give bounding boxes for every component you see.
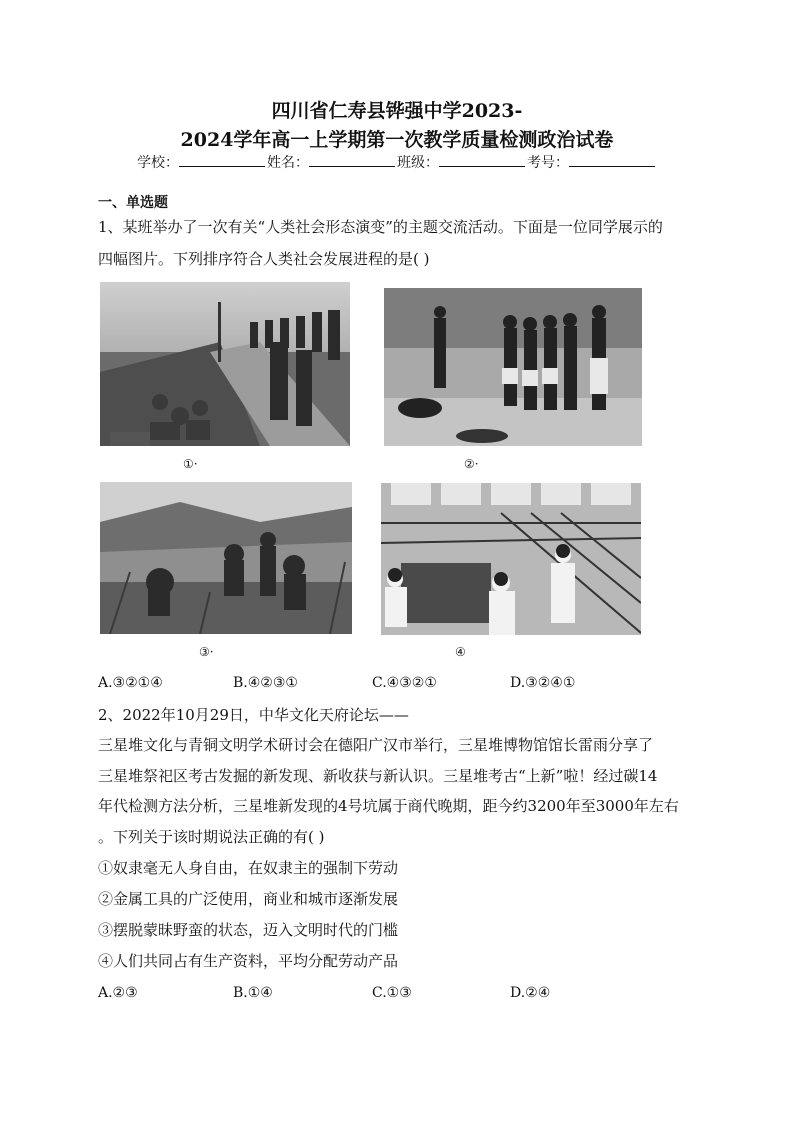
school-blank[interactable]	[179, 152, 265, 167]
q2-option-b[interactable]: B.①④	[233, 985, 273, 1001]
section-title: 一、单选题	[98, 195, 168, 211]
name-blank[interactable]	[309, 152, 395, 167]
q2-statement-4: ④人们共同占有生产资料，平均分配劳动产品	[98, 952, 399, 970]
photo-4-caption: ④	[455, 645, 466, 659]
photo-3-caption: ③·	[199, 645, 214, 659]
photo-2-caption: ②·	[464, 457, 479, 471]
q2-option-d[interactable]: D.②④	[510, 985, 551, 1001]
school-label: 学校：	[137, 155, 179, 171]
q2-stem-line-5: 。下列关于该时期说法正确的有( )	[98, 828, 325, 846]
q2-statement-2: ②金属工具的广泛使用，商业和城市逐渐发展	[98, 890, 399, 908]
q2-option-a[interactable]: A.②③	[98, 985, 138, 1001]
student-info-row	[0, 152, 794, 173]
photo-2-slave-procession	[384, 288, 642, 446]
photo-1-caption: ①·	[183, 457, 198, 471]
q2-stem-line-2: 三星堆文化与青铜文明学术研讨会在德阳广汉市举行，三星堆博物馆馆长雷雨分享了	[98, 736, 654, 754]
q1-option-d[interactable]: D.③②④①	[510, 675, 576, 691]
exam-no-label: 考号：	[527, 155, 569, 171]
paper-title-line-1: 四川省仁寿县铧强中学2023-	[271, 100, 523, 122]
photo-1-canal-labor	[100, 282, 350, 446]
photo-4-textile-factory	[381, 483, 641, 635]
q2-stem-line-3: 三星堆祭祀区考古发掘的新发现、新收获与新认识。三星堆考古“上新”啦！经过碳14	[98, 767, 658, 785]
q1-stem-line-2: 四幅图片。下列排序符合人类社会发展进程的是( )	[98, 250, 430, 268]
q2-stem-line-1: 2、2022年10月29日，中华文化天府论坛——	[98, 706, 409, 724]
class-blank[interactable]	[439, 152, 525, 167]
q2-stem-line-4: 年代检测方法分析，三星堆新发现的4号坑属于商代晚期，距今约3200年至3000年左右	[98, 797, 679, 815]
q2-statement-1: ①奴隶毫无人身自由，在奴隶主的强制下劳动	[98, 859, 399, 877]
name-label: 姓名：	[267, 155, 309, 171]
q1-option-a[interactable]: A.③②①④	[98, 675, 163, 691]
q2-option-c[interactable]: C.①③	[372, 985, 412, 1001]
q1-option-c[interactable]: C.④③②①	[372, 675, 437, 691]
exam-no-blank[interactable]	[569, 152, 655, 167]
q2-statement-3: ③摆脱蒙昧野蛮的状态，迈入文明时代的门槛	[98, 921, 399, 939]
q1-option-b[interactable]: B.④②③①	[233, 675, 298, 691]
photo-3-early-humans	[100, 482, 352, 634]
class-label: 班级：	[397, 155, 439, 171]
paper-title-line-2: 2024学年高一上学期第一次教学质量检测政治试卷	[180, 129, 614, 151]
q1-stem-line-1: 1、某班举办了一次有关“人类社会形态演变”的主题交流活动。下面是一位同学展示的	[98, 218, 663, 236]
